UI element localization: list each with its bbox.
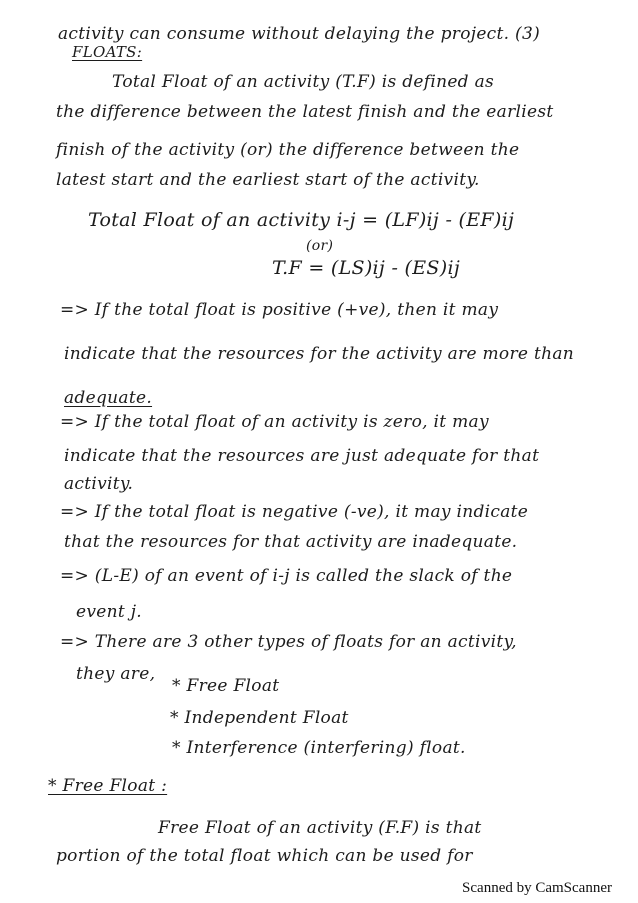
scanner-watermark: Scanned by CamScanner (462, 880, 612, 896)
formula-total-float: Total Float of an activity i-j = (LF)ij - (EF)ij (88, 209, 515, 231)
list-item: * Free Float (172, 676, 280, 696)
text-line: => (L-E) of an event of i-j is called the slack of the (60, 566, 513, 586)
text-line: activity. (64, 474, 134, 494)
text-line: they are, (76, 664, 156, 684)
formula-total-float-alt: T.F = (LS)ij - (ES)ij (272, 257, 461, 279)
text-line: that the resources for that activity are inadequate. (64, 532, 518, 552)
text-line: latest start and the earliest start of the activity. (56, 170, 480, 190)
text-line: => If the total float is positive (+ve), then it may (60, 300, 499, 320)
text-line: portion of the total float which can be used for (56, 846, 473, 866)
text-line: Free Float of an activity (F.F) is that (158, 818, 482, 838)
text-line: => There are 3 other types of floats for an activity, (60, 632, 517, 652)
formula-or: (or) (306, 238, 334, 254)
section-heading-free-float: * Free Float : (48, 776, 168, 796)
list-item: * Interference (interfering) float. (172, 738, 466, 758)
text-line: finish of the activity (or) the difference between the (56, 140, 520, 160)
text-line: => If the total float of an activity is zero, it may (60, 412, 489, 432)
text-line: the difference between the latest finish and the earliest (56, 102, 554, 122)
text-line: activity can consume without delaying the project. (3) (58, 24, 541, 44)
text-line: indicate that the resources are just adequate for that (64, 446, 540, 466)
section-heading-floats: FLOATS: (72, 43, 143, 61)
text-line: event j. (76, 602, 142, 622)
text-line: Total Float of an activity (T.F) is defined as (112, 72, 495, 92)
text-line: adequate. (64, 388, 153, 408)
list-item: * Independent Float (170, 708, 349, 728)
text-line: => If the total float is negative (-ve), it may indicate (60, 502, 529, 522)
text-line: indicate that the resources for the activity are more than (64, 344, 575, 364)
